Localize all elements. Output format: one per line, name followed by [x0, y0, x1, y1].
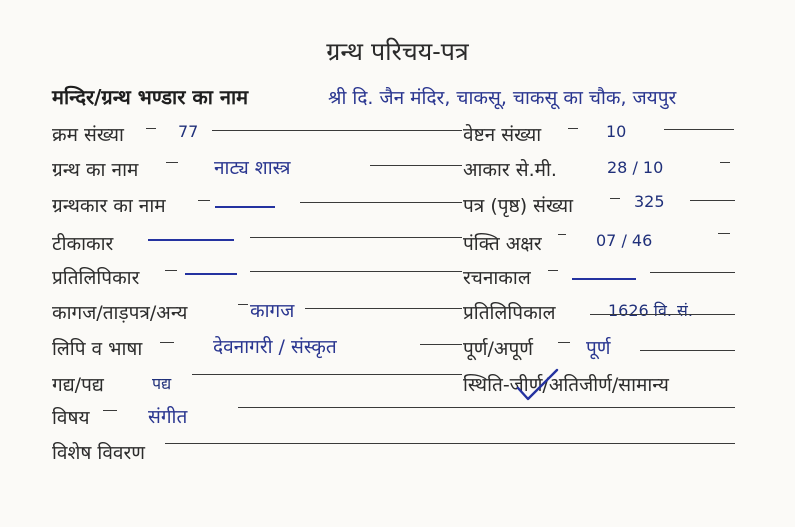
size-dash: [720, 162, 730, 163]
subject-dash: [103, 410, 117, 411]
copy-date-line: [590, 314, 735, 315]
bundle-line: [664, 129, 734, 130]
material-value: कागज: [250, 300, 295, 322]
bundle-dash: [568, 128, 578, 129]
size-value: 28 / 10: [607, 158, 664, 177]
copy-date-value: 1626 वि. सं.: [608, 301, 693, 320]
script-line: [420, 344, 462, 345]
library-value: श्री दि. जैन मंदिर, चाकसू, चाकसू का चौक, जयपुर: [328, 87, 677, 109]
bundle-label: वेष्टन संख्या: [463, 124, 542, 146]
book-name-line: [370, 165, 462, 166]
lines-letters-dash: [558, 234, 566, 235]
serial-dash: [146, 128, 156, 129]
author-dash: [198, 200, 210, 201]
commentator-empty-mark: [148, 239, 234, 241]
pages-label: पत्र (पृष्ठ) संख्या: [463, 195, 574, 217]
copyist-label: प्रतिलिपिकार: [52, 267, 140, 289]
copy-date-label: प्रतिलिपिकाल: [463, 302, 556, 324]
commentator-line: [250, 237, 462, 238]
composition-empty-mark: [572, 278, 636, 280]
library-label: मन्दिर/ग्रन्थ भण्डार का नाम: [52, 85, 249, 109]
details-line: [165, 443, 735, 444]
form-type-label: गद्य/पद्य: [52, 374, 104, 396]
composition-dash: [548, 270, 558, 271]
details-label: विशेष विवरण: [52, 442, 145, 464]
size-label: आकार से.मी.: [463, 159, 557, 181]
script-dash: [160, 342, 174, 343]
copyist-line: [250, 271, 462, 272]
bundle-value: 10: [606, 122, 627, 141]
composition-line: [650, 272, 735, 273]
author-line: [300, 202, 462, 203]
book-name-dash: [166, 162, 178, 163]
script-value: देवनागरी / संस्कृत: [213, 336, 337, 358]
lines-letters-label: पंक्ति अक्षर: [463, 233, 542, 255]
book-name-value: नाट्य शास्त्र: [214, 157, 291, 179]
lines-letters-value: 07 / 46: [596, 231, 653, 250]
complete-label: पूर्ण/अपूर्ण: [463, 338, 533, 360]
subject-line: [238, 407, 735, 408]
complete-dash: [558, 342, 570, 343]
pages-line: [690, 200, 735, 201]
copyist-dash: [165, 270, 177, 271]
author-empty-mark: [215, 206, 275, 208]
form-type-value: पद्य: [152, 374, 172, 393]
lines-letters-end-dash: [718, 233, 730, 234]
subject-label: विषय: [52, 407, 90, 429]
form-type-line: [192, 374, 462, 375]
material-line: [305, 308, 462, 309]
material-dash: [238, 304, 248, 305]
complete-value: पूर्ण: [586, 337, 611, 359]
serial-value: 77: [178, 122, 199, 141]
script-label: लिपि व भाषा: [52, 338, 143, 360]
book-name-label: ग्रन्थ का नाम: [52, 159, 139, 181]
complete-line: [640, 350, 735, 351]
serial-label: क्रम संख्या: [52, 124, 124, 146]
subject-value: संगीत: [148, 406, 188, 428]
copyist-empty-mark: [185, 273, 237, 275]
author-label: ग्रन्थकार का नाम: [52, 195, 166, 217]
pages-dash: [610, 198, 620, 199]
composition-label: रचनाकाल: [463, 267, 531, 289]
pages-value: 325: [634, 192, 665, 211]
commentator-label: टीकाकार: [52, 233, 114, 255]
form-title: ग्रन्थ परिचय-पत्र: [326, 37, 469, 66]
serial-line: [212, 130, 462, 131]
condition-label: स्थिति-जीर्ण/अतिजीर्ण/सामान्य: [463, 374, 669, 396]
material-label: कागज/ताड़पत्र/अन्य: [52, 302, 188, 324]
checkmark-icon: [515, 366, 561, 406]
